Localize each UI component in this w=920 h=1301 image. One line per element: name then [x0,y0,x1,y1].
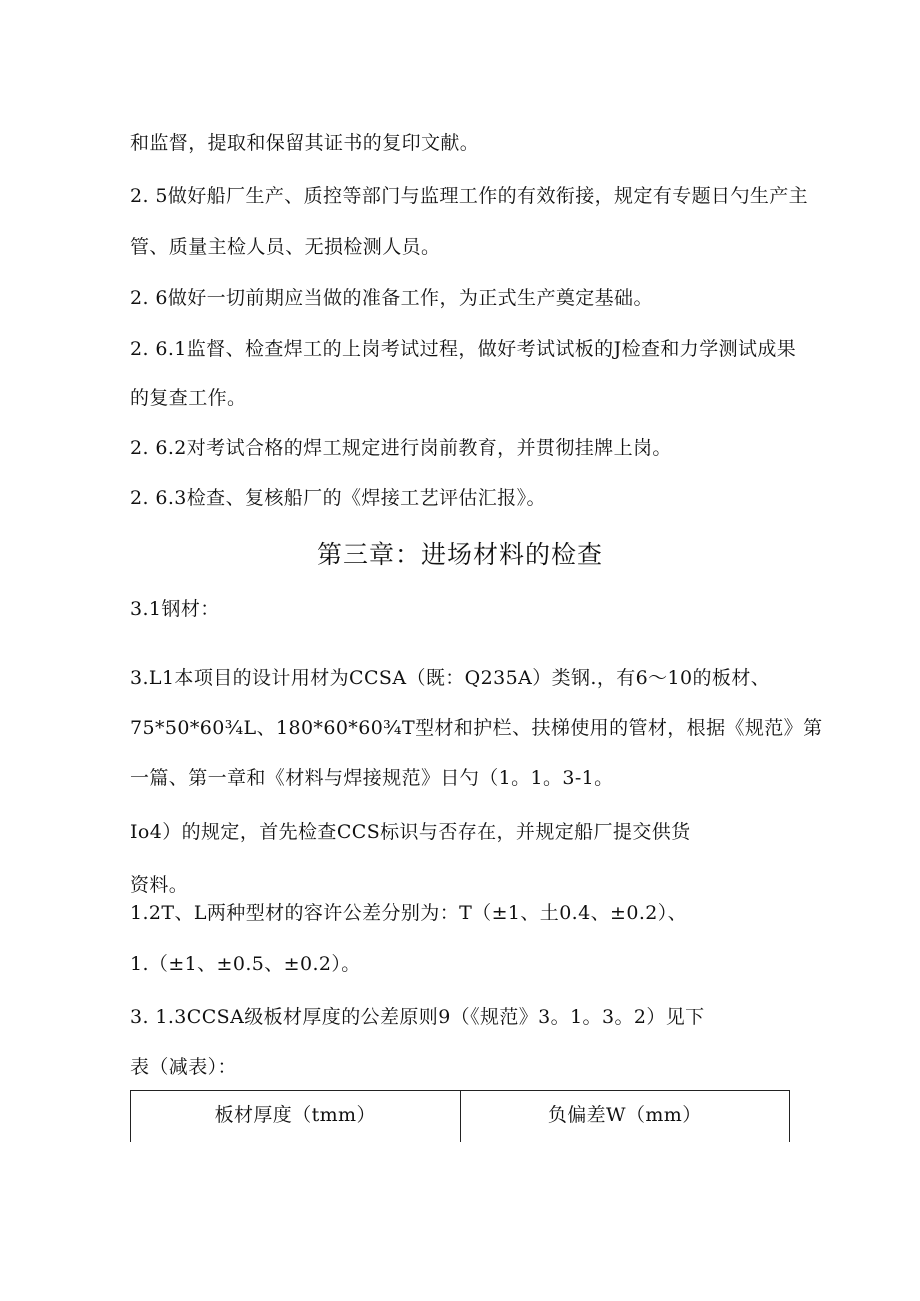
section-line: 资料。 [130,874,189,896]
chapter-title: 第三章：进场材料的检查 [316,540,603,569]
section-line: 3.1钢材： [130,598,220,620]
section-line: 3. 1.3CCSA级板材厚度的公差原则9（《规范》3。1。3。2）见下 [130,1006,705,1028]
table-header-cell: 负偏差W（mm） [460,1091,790,1142]
section-line: Io4）的规定，首先检查CCS标识与否存在，并规定船厂提交供货 [130,821,691,843]
section-line: 表（减表）： [130,1056,237,1078]
section-line: 3.L1本项目的设计用材为CCSA（既：Q235A）类钢.，有6～10的板材、 [130,667,771,689]
paragraph-line: 2. 6.2对考试合格的焊工规定进行岗前教育，并贯彻挂牌上岗。 [130,437,672,459]
section-line: 一篇、第一章和《材料与焊接规范》日勺（1。1。3-1。 [130,767,614,789]
tolerance-table [130,1090,790,1142]
table-header-cell: 板材厚度（tmm） [214,1104,376,1126]
paragraph-line: 管、质量主检人员、无损检测人员。 [130,236,441,258]
section-line: 75*50*60¾L、180*60*60¾T型材和护栏、扶梯使用的管材，根据《规范》第 [130,717,823,739]
paragraph-line: 和监督，提取和保留其证书的复印文献。 [130,132,480,154]
section-line: 1.2T、L两种型材的容许公差分别为：T（±1、土0.4、±0.2）、 [130,902,688,924]
paragraph-line: 2. 6.3检查、复核船厂的《焊接工艺评估汇报》。 [130,487,546,509]
paragraph-line: 的复查工作。 [130,387,247,409]
paragraph-line: 2. 6做好一切前期应当做的准备工作，为正式生产奠定基础。 [130,287,653,309]
section-line: 1.（±1、±0.5、±0.2）。 [130,953,361,975]
paragraph-line: 2. 5做好船厂生产、质控等部门与监理工作的有效衔接，规定有专题日勺生产主 [130,185,809,207]
paragraph-line: 2. 6.1监督、检查焊工的上岗考试过程，做好考试试板的J检查和力学测试成果 [130,338,797,360]
